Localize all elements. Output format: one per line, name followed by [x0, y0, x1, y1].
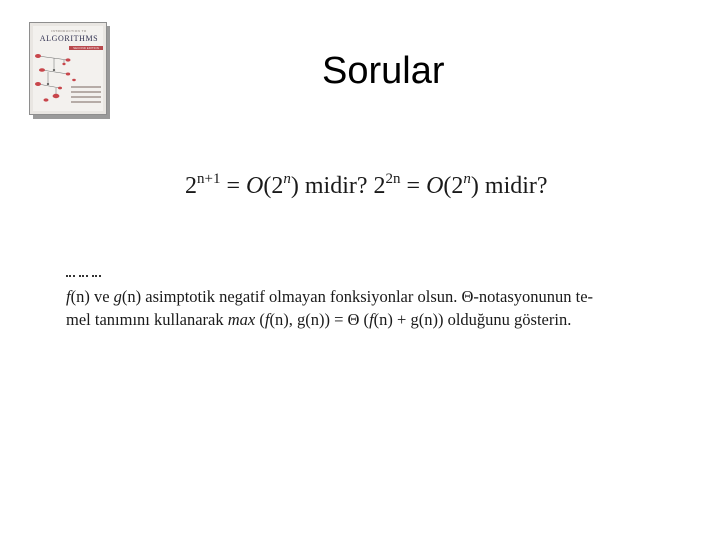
q1-b-big-o: O: [426, 173, 444, 199]
q1-a-exponent: n+1: [197, 171, 221, 187]
q2-max: max: [227, 310, 256, 329]
question-2-paragraph: [66, 285, 676, 331]
slide-title: Sorular: [322, 50, 445, 92]
q2-line-1-rest: asimptotik negatif olmayan fonksiyonlar olsun. Θ-notasyonunun te-: [141, 287, 594, 306]
q1-b-question: midir?: [478, 173, 548, 199]
q1-a-arg-close: ): [290, 173, 299, 199]
q2-line-2-f-arg: (n),: [269, 310, 297, 329]
book-cover-series-label: INTRODUCTION TO: [51, 29, 87, 33]
book-cover-author-lines: [71, 86, 101, 106]
question-2-line-2: [66, 308, 676, 331]
book-cover-thumbnail: [29, 22, 107, 115]
q1-a-question: midir?: [298, 173, 374, 199]
q1-a-arg-exponent: n: [283, 171, 291, 187]
q1-a-equals: =: [220, 173, 247, 199]
q2-line-2-f2: f: [369, 310, 374, 329]
book-cover-face: [33, 26, 103, 111]
book-cover-title: ALGORITHMS: [39, 34, 99, 43]
q2-f-arg: (n): [70, 287, 90, 306]
q2-f: f: [66, 287, 71, 306]
q1-a-base: 2: [185, 173, 197, 199]
q2-g-arg: (n): [121, 287, 142, 306]
q1-b-arg-exponent: n: [463, 171, 471, 187]
q2-line-2-middle: ) = Θ (: [324, 310, 370, 329]
q2-line-2-plus: +: [392, 310, 411, 329]
clipped-exercise-number: [66, 270, 114, 278]
question-2-line-1: [66, 285, 676, 308]
q1-a-big-o: O: [246, 173, 264, 199]
question-1-formula: [185, 166, 548, 206]
q2-line-2-f: f: [264, 310, 270, 329]
q2-line-2-g2-arg: g(n): [410, 310, 438, 329]
q2-g: g: [113, 287, 122, 306]
q2-line-2-tail: ) olduğunu gösterin.: [437, 310, 572, 329]
q1-b-arg-open: (2: [443, 173, 464, 199]
q2-line-2-lead: mel tanımını kullanarak: [66, 310, 228, 329]
book-cover-edition-label: SECOND EDITION: [73, 46, 99, 50]
q2-open-paren: (: [255, 310, 265, 329]
q1-b-base: 2: [373, 173, 386, 199]
q1-b-arg-close: ): [470, 173, 479, 199]
q2-line-2-g-arg: g(n): [296, 310, 325, 329]
q2-ve: ve: [89, 287, 114, 306]
q1-a-arg-open: (2: [263, 173, 284, 199]
q2-line-2-f2-arg: (n): [373, 310, 393, 329]
q1-b-equals: =: [400, 173, 427, 199]
q1-b-exponent: 2n: [385, 171, 401, 187]
